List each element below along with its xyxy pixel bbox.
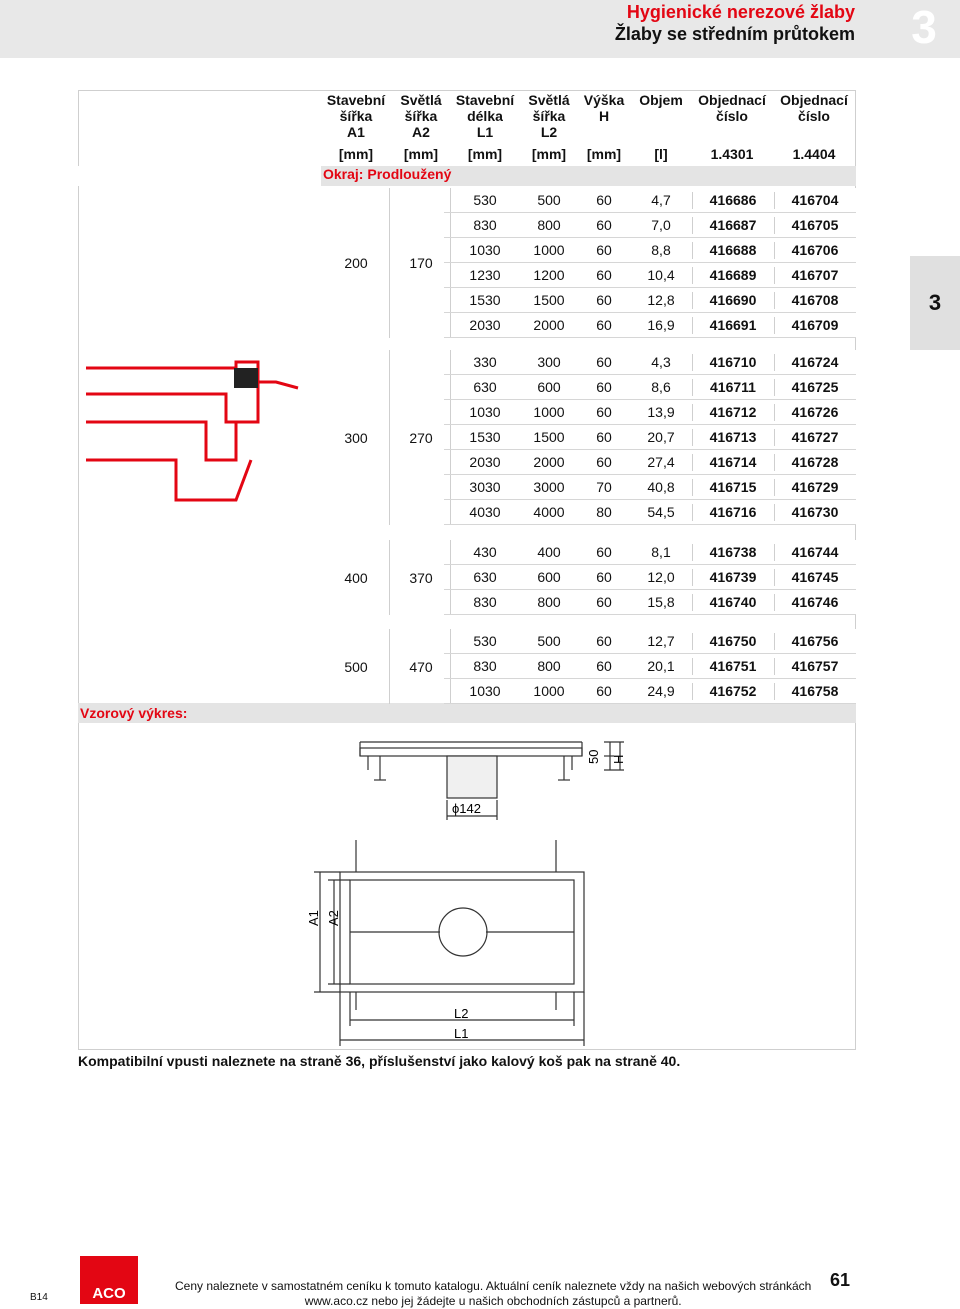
table-cell: 416744 xyxy=(774,544,855,561)
dim-a1-label: A1 xyxy=(306,910,321,926)
outlet-pipe xyxy=(447,756,497,798)
col-header-l1-line1: Stavební xyxy=(455,92,515,108)
table-cell: 416716 xyxy=(692,504,773,521)
profile-gasket xyxy=(234,368,258,388)
table-cell: 416710 xyxy=(692,354,773,371)
col-header-code-4301 xyxy=(692,92,772,124)
table-cell: 416715 xyxy=(692,479,773,496)
table-cell: 27,4 xyxy=(647,454,675,470)
table-cell: 800 xyxy=(537,217,561,233)
table-cell: 3000 xyxy=(533,479,565,495)
table-cell: 416745 xyxy=(774,569,855,586)
aco-logo xyxy=(80,1256,138,1304)
table-cell: 630 xyxy=(473,379,497,395)
table-cell: 2000 xyxy=(533,454,565,470)
table-cell: 1000 xyxy=(533,683,565,699)
dim-a2-label: A2 xyxy=(326,910,341,926)
table-cell: 416686 xyxy=(692,192,773,209)
col-header-code-4404-line2: číslo xyxy=(798,108,830,124)
unit-l2: [mm] xyxy=(531,146,567,162)
table-cell: 60 xyxy=(596,429,612,445)
unit-volume: [l] xyxy=(654,146,668,162)
group-a2: 370 xyxy=(409,569,433,586)
section-label: Okraj: Prodloužený xyxy=(323,166,452,182)
group-a1: 200 xyxy=(344,255,368,271)
col-header-h xyxy=(578,92,630,124)
table-cell: 60 xyxy=(596,544,612,560)
table-cell: 330 xyxy=(473,354,497,370)
table-cell: 4,7 xyxy=(651,192,671,208)
table-cell: 830 xyxy=(473,658,497,674)
dim-diameter-label: ϕ142 xyxy=(452,801,481,816)
chapter-number: 3 xyxy=(911,1,937,53)
table-cell: 416687 xyxy=(692,217,773,234)
group-a2: 170 xyxy=(409,255,433,271)
table-cell: 1030 xyxy=(469,683,501,699)
unit-a1: [mm] xyxy=(338,146,374,162)
table-cell: 10,4 xyxy=(647,267,675,283)
dim-h-label: H xyxy=(611,754,626,764)
unit-a2: [mm] xyxy=(403,146,439,162)
table-cell: 416712 xyxy=(692,404,773,421)
group-a1: 500 xyxy=(344,658,368,675)
table-cell: 416730 xyxy=(774,504,855,521)
col-header-a2 xyxy=(392,92,450,140)
table-cell: 416751 xyxy=(692,658,773,675)
table-cell: 416750 xyxy=(692,633,773,650)
table-cell: 600 xyxy=(537,569,561,585)
table-cell: 2030 xyxy=(469,454,501,470)
table-cell: 416705 xyxy=(774,217,855,234)
side-view-body xyxy=(360,748,582,756)
table-cell: 60 xyxy=(596,192,612,208)
table-cell: 416711 xyxy=(692,379,773,396)
col-header-a1-line1: Stavební xyxy=(326,92,386,108)
group-a1: 400 xyxy=(344,569,368,586)
table-cell: 4,3 xyxy=(651,354,671,370)
table-cell: 300 xyxy=(537,354,561,370)
table-cell: 60 xyxy=(596,454,612,470)
group-a1: 300 xyxy=(344,429,368,446)
table-cell: 416709 xyxy=(774,317,855,334)
table-cell: 1500 xyxy=(533,429,565,445)
table-cell: 830 xyxy=(473,594,497,610)
table-cell: 416728 xyxy=(774,454,855,471)
table-cell: 416708 xyxy=(774,292,855,309)
table-cell: 416690 xyxy=(692,292,773,309)
table-cell: 416756 xyxy=(774,633,855,650)
page-header xyxy=(0,0,960,58)
header-subtitle: Žlaby se středním průtokem xyxy=(614,24,855,44)
table-cell: 1000 xyxy=(533,404,565,420)
table-cell: 416704 xyxy=(774,192,855,209)
outlet-circle xyxy=(439,908,487,956)
table-cell: 4030 xyxy=(469,504,501,520)
table-cell: 70 xyxy=(596,479,612,495)
footer-line1: Ceny naleznete v samostatném ceníku k tomuto katalogu. Aktuální ceník naleznete vždy na našich webových stránkách xyxy=(175,1279,812,1293)
table-cell: 416706 xyxy=(774,242,855,259)
table-cell: 60 xyxy=(596,317,612,333)
table-cell: 13,9 xyxy=(647,404,675,420)
col-header-l2-line2: šířka xyxy=(532,108,566,124)
table-cell: 8,6 xyxy=(651,379,671,395)
table-cell: 416758 xyxy=(774,683,855,700)
table-cell: 416691 xyxy=(692,317,773,334)
table-cell: 20,7 xyxy=(647,429,675,445)
table-cell: 60 xyxy=(596,379,612,395)
col-header-code-4404 xyxy=(774,92,854,124)
profile-sketch xyxy=(86,360,306,505)
table-cell: 60 xyxy=(596,658,612,674)
col-header-code-4301-line2: číslo xyxy=(716,108,748,124)
col-header-a1-line2: šířka xyxy=(339,108,373,124)
table-cell: 4000 xyxy=(533,504,565,520)
col-header-volume xyxy=(632,92,690,108)
col-header-code-4301-line1: Objednací xyxy=(698,92,766,108)
table-cell: 600 xyxy=(537,379,561,395)
table-cell: 416752 xyxy=(692,683,773,700)
table-cell: 416726 xyxy=(774,404,855,421)
table-cell: 416689 xyxy=(692,267,773,284)
table-cell: 1530 xyxy=(469,429,501,445)
table-cell: 80 xyxy=(596,504,612,520)
group-divider xyxy=(389,188,390,338)
group-divider xyxy=(389,629,390,704)
table-cell: 20,1 xyxy=(647,658,675,674)
page-code: B14 xyxy=(30,1292,48,1303)
table-cell: 1230 xyxy=(469,267,501,283)
table-cell: 416739 xyxy=(692,569,773,586)
table-cell: 416729 xyxy=(774,479,855,496)
unit-h: [mm] xyxy=(586,146,622,162)
table-cell: 416688 xyxy=(692,242,773,259)
col-header-l2-line1: Světlá xyxy=(528,92,570,108)
col-header-code-4404-line1: Objednací xyxy=(780,92,848,108)
table-cell: 1530 xyxy=(469,292,501,308)
footer-line2: www.aco.cz nebo jej žádejte u našich obchodních zástupců a partnerů. xyxy=(304,1294,682,1308)
table-cell: 400 xyxy=(537,544,561,560)
table-cell: 8,8 xyxy=(651,242,671,258)
table-cell: 416757 xyxy=(774,658,855,675)
footer-text xyxy=(175,1279,811,1309)
col-header-l1-line2: délka xyxy=(467,108,503,124)
table-cell: 800 xyxy=(537,658,561,674)
group-a2: 270 xyxy=(409,429,433,446)
table-cell: 60 xyxy=(596,354,612,370)
table-cell: 16,9 xyxy=(647,317,675,333)
table-cell: 60 xyxy=(596,292,612,308)
col-header-a2-line2: šířka xyxy=(404,108,438,124)
col-header-h-line1: Výška xyxy=(583,92,625,108)
table-cell: 60 xyxy=(596,569,612,585)
col-header-l1 xyxy=(452,92,518,140)
dim-l2-label: L2 xyxy=(454,1006,469,1021)
page-number: 61 xyxy=(830,1270,851,1290)
table-cell: 416727 xyxy=(774,429,855,446)
table-cell: 416740 xyxy=(692,594,773,611)
table-cell: 630 xyxy=(473,569,497,585)
header-title: Hygienické nerezové žlaby xyxy=(626,2,855,22)
table-cell: 60 xyxy=(596,267,612,283)
table-cell: 530 xyxy=(473,192,497,208)
left-spacer xyxy=(78,166,321,186)
table-cell: 800 xyxy=(537,594,561,610)
col-header-volume-line1: Objem xyxy=(639,92,683,108)
group-a2: 470 xyxy=(409,658,433,675)
drawing-label: Vzorový výkres: xyxy=(80,705,188,721)
table-cell: 60 xyxy=(596,594,612,610)
table-cell: 8,1 xyxy=(651,544,671,560)
table-cell: 2000 xyxy=(533,317,565,333)
aco-logo-text: ACO xyxy=(92,1285,126,1302)
table-cell: 3030 xyxy=(469,479,501,495)
table-cell: 416746 xyxy=(774,594,855,611)
table-cell: 500 xyxy=(537,633,561,649)
side-chapter-tab: 3 xyxy=(910,256,960,350)
table-cell: 12,0 xyxy=(647,569,675,585)
table-cell: 416707 xyxy=(774,267,855,284)
table-cell: 12,7 xyxy=(647,633,675,649)
unit-code-4404: 1.4404 xyxy=(792,146,836,162)
dim-50-label: 50 xyxy=(586,749,601,764)
table-cell: 1030 xyxy=(469,242,501,258)
table-cell: 24,9 xyxy=(647,683,675,699)
table-cell: 15,8 xyxy=(647,594,675,610)
table-cell: 40,8 xyxy=(647,479,675,495)
col-header-h-line2: H xyxy=(598,108,610,124)
table-cell: 60 xyxy=(596,683,612,699)
dim-l1-label: L1 xyxy=(454,1026,469,1041)
table-cell: 2030 xyxy=(469,317,501,333)
table-cell: 54,5 xyxy=(647,504,675,520)
unit-code-4301: 1.4301 xyxy=(710,146,754,162)
col-header-a2-line3: A2 xyxy=(412,124,430,140)
group-divider xyxy=(389,540,390,615)
table-cell: 1200 xyxy=(533,267,565,283)
table-cell: 60 xyxy=(596,242,612,258)
table-cell: 430 xyxy=(473,544,497,560)
table-cell: 60 xyxy=(596,633,612,649)
table-cell: 60 xyxy=(596,217,612,233)
col-header-a1-line3: A1 xyxy=(347,124,365,140)
col-header-l2 xyxy=(521,92,577,140)
table-cell: 500 xyxy=(537,192,561,208)
table-cell: 1030 xyxy=(469,404,501,420)
col-header-l1-line3: L1 xyxy=(476,124,494,140)
table-cell: 60 xyxy=(596,404,612,420)
drawing-label-band xyxy=(78,703,856,723)
table-cell: 416724 xyxy=(774,354,855,371)
table-cell: 1000 xyxy=(533,242,565,258)
table-cell: 7,0 xyxy=(651,217,671,233)
group-divider xyxy=(389,350,390,525)
table-cell: 530 xyxy=(473,633,497,649)
col-header-l2-line3: L2 xyxy=(540,124,558,140)
table-cell: 12,8 xyxy=(647,292,675,308)
table-cell: 416725 xyxy=(774,379,855,396)
table-cell: 416713 xyxy=(692,429,773,446)
table-cell: 1500 xyxy=(533,292,565,308)
table-cell: 830 xyxy=(473,217,497,233)
col-header-a2-line1: Světlá xyxy=(400,92,442,108)
table-cell: 416738 xyxy=(692,544,773,561)
col-header-a1 xyxy=(323,92,389,140)
compatibility-note: Kompatibilní vpusti naleznete na straně 36, příslušenství jako kalový koš pak na straně 40. xyxy=(78,1053,681,1069)
table-cell: 416714 xyxy=(692,454,773,471)
unit-l1: [mm] xyxy=(467,146,503,162)
technical-drawing xyxy=(290,730,650,1050)
